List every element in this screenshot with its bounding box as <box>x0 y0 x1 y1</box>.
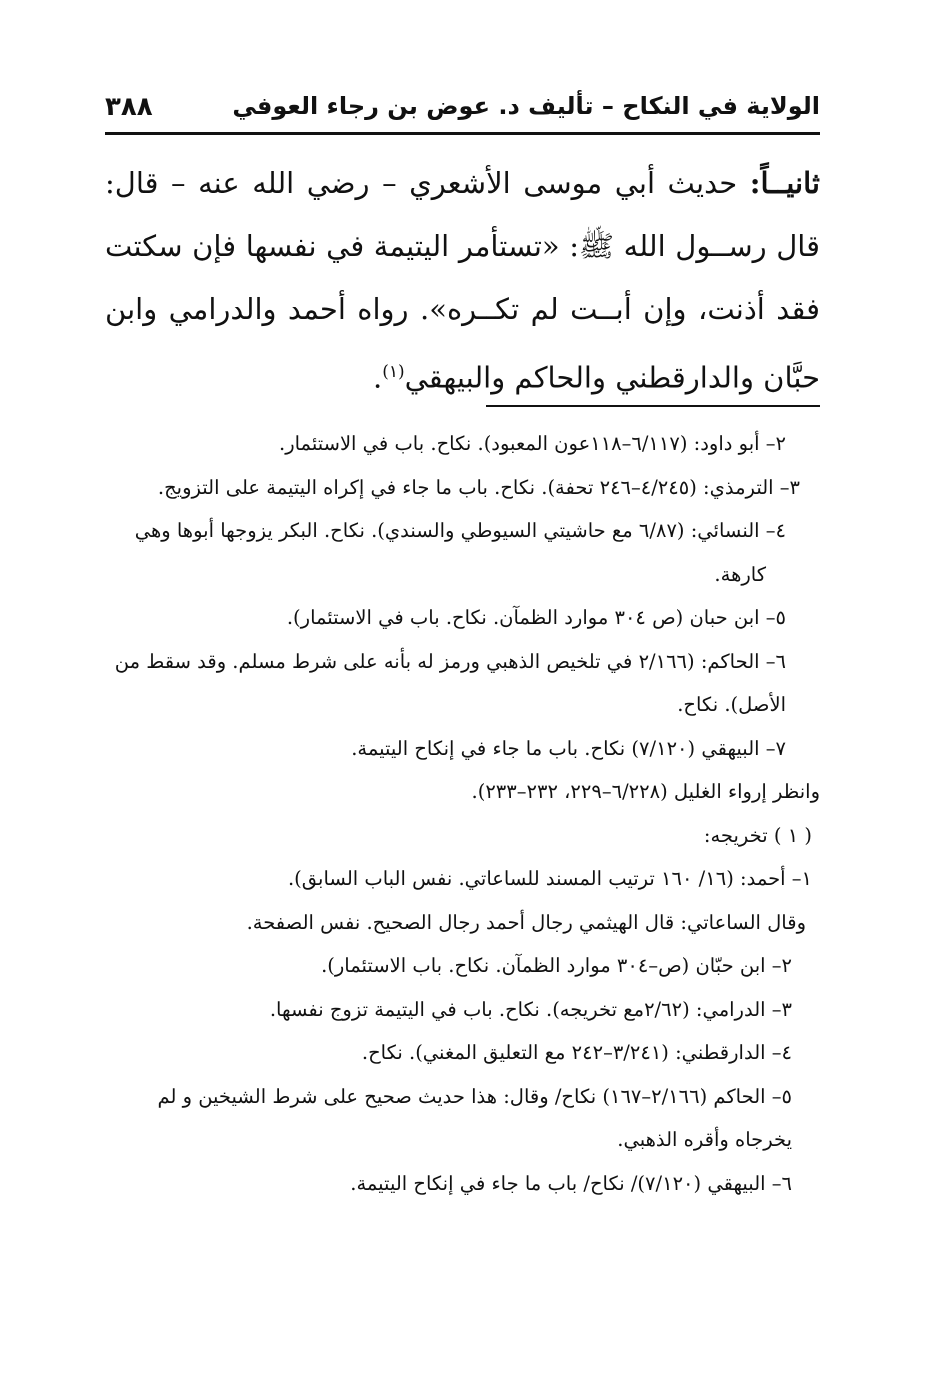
footnote-line: ٣– الترمذي: (٤/٢٤٥–٢٤٦ تحفة). نكاح. باب ما جاء في إكراه اليتيمة على التزويج. <box>157 475 800 499</box>
footnote-line: ٢– ابن حبّان (ص–٣٠٤ موارد الظمآن. نكاح. باب الاستئمار). <box>321 954 792 977</box>
paragraph-text: حديث أبي موسى الأشعري – رضي الله عنه – قال: قال رســول الله ﷺ: «تستأمر اليتيمة في نفسها فإن سكتت فقد أذنت، وإن أبــت لم تكــره». رواه أحمد والدرامي وابن حبَّان والدارقطني والحاكم والبيهقي <box>105 166 820 395</box>
main-paragraph <box>105 152 820 410</box>
footnote-separator <box>486 405 820 407</box>
footnotes <box>108 422 820 1205</box>
footnote-line: وقال الساعاتي: قال الهيثمي رجال أحمد رجال الصحيح. نفس الصفحة. <box>246 910 806 934</box>
header-title: الولاية في النكاح – تأليف د. عوض بن رجاء العوفي <box>232 92 820 120</box>
footnote-line: ٢– أبو داود: (٦/١١٧–١١٨عون المعبود). نكاح. باب في الاستئمار. <box>279 432 786 455</box>
header-rule <box>105 132 820 135</box>
footnote-line: ٣– الدرامي: (٢/٦٢مع تخريجه). نكاح. باب في اليتيمة تزوج نفسها. <box>269 997 792 1021</box>
footnote-line: ٧– البيهقي (٧/١٢٠) نكاح. باب ما جاء في إنكاح اليتيمة. <box>351 736 786 760</box>
page-number: ٣٨٨ <box>105 92 153 122</box>
footnote-line: ٥– الحاكم (٢/١٦٦–١٦٧) نكاح/ وقال: هذا حديث صحيح على شرط الشيخين و لم يخرجاه وأقره الذهبي. <box>157 1084 792 1151</box>
footnote-line: ٦– البيهقي (٧/١٢٠)/ نكاح/ باب ما جاء في إنكاح اليتيمة. <box>350 1171 792 1195</box>
paragraph-tail: . <box>372 360 383 395</box>
footnote-line: ٤– النسائي: (٦/٨٧ مع حاشيتي السيوطي والسندي). نكاح. البكر يزوجها أبوها وهي كارهة. <box>134 519 786 586</box>
running-header <box>105 92 820 132</box>
footnote-ref: (١) <box>382 362 405 382</box>
footnote-line: ٥– ابن حبان (ص ٣٠٤ موارد الظمآن. نكاح. باب في الاستئمار). <box>286 606 786 629</box>
footnote-line: ( ١ ) تخريجه: <box>703 823 812 847</box>
footnote-line: ١– أحمد: (١٦/ ١٦٠ ترتيب المسند للساعاتي. نفس الباب السابق). <box>287 867 812 890</box>
footnote-line: ٦– الحاكم: (٢/١٦٦ في تلخيص الذهبي ورمز له بأنه على شرط مسلم. وقد سقط من الأصل). نكاح. <box>114 649 786 716</box>
footnote-line: وانظر إرواء الغليل (٦/٢٢٨–٢٢٩، ٢٣٢–٢٣٣). <box>471 780 820 803</box>
footnote-line: ٤– الدارقطني: (٣/٢٤١–٢٤٢ مع التعليق المغني). نكاح. <box>361 1041 792 1064</box>
paragraph-lead: ثانيــاً: <box>749 166 820 200</box>
